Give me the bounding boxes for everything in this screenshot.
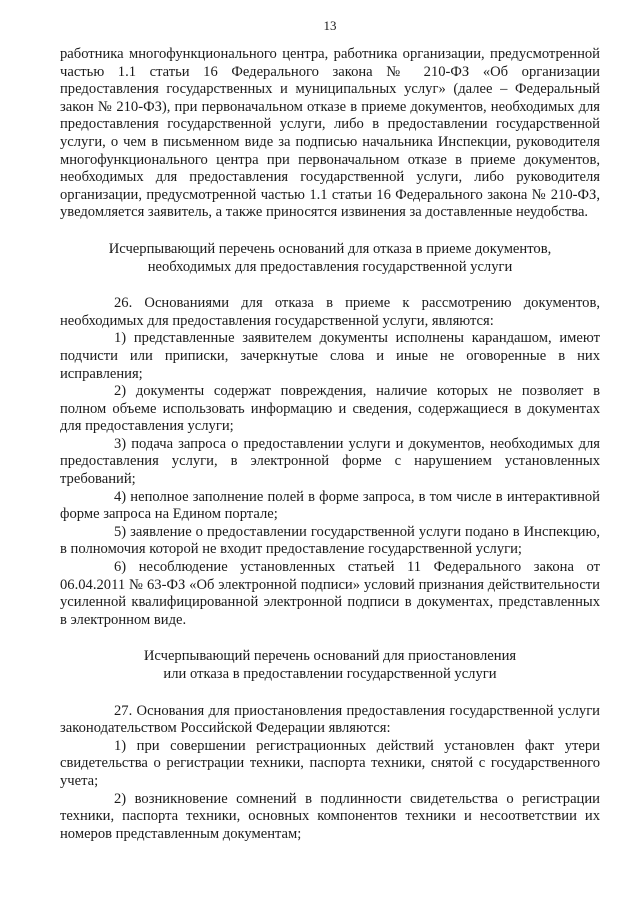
section-heading-line: Исчерпывающий перечень оснований для отказа в приеме документов, xyxy=(108,240,552,257)
clause-26-item-5: 5) заявление о предоставлении государственной услуги подано в Инспекцию, в полномочия которой не входит предоставление государственной услуги; xyxy=(60,523,600,558)
section-heading-suspension-refusal xyxy=(60,648,600,683)
intro-paragraph: работника многофункционального центра, работника организации, предусмотренной частью 1.1 статьи 16 Федерального закона № 210-ФЗ «Об организации предоставления государственных и муниципальных услуг» (далее – Федеральный закон № 210-ФЗ), при первоначальном отказе в приеме документов, необходимых для предоставления государственной услуги, либо в предоставлении государственной услуги, о чем в письменном виде за подписью начальника Инспекции, руководителя многофункционального центра при первоначальном отказе в приеме документов, необходимых для предоставления государственной услуги, либо руководителя организации, предусмотренной частью 1.1 статьи 16 Федерального закона № 210-ФЗ, уведомляется заявитель, а также приносятся извинения за доставленные неудобства. xyxy=(60,46,600,221)
clause-27-lead: 27. Основания для приостановления предоставления государственной услуги законодательством Российской Федерации являются: xyxy=(60,702,600,737)
clause-26-item-4: 4) неполное заполнение полей в форме запроса, в том числе в интерактивной форме запроса на Едином портале; xyxy=(60,488,600,523)
section-heading-line: или отказа в предоставлении государственной услуги xyxy=(163,666,497,682)
section-heading-refusal-acceptance xyxy=(60,241,600,276)
clause-26-item-2: 2) документы содержат повреждения, наличие которых не позволяет в полном объеме использовать информацию и сведения, содержащиеся в документах для предоставления услуги; xyxy=(60,383,600,435)
document-page xyxy=(60,18,600,843)
clause-26-item-1: 1) представленные заявителем документы исполнены карандашом, имеют подчисти или приписки, зачеркнутые слова и иные не оговоренные в них исправления; xyxy=(60,330,600,382)
clause-27-item-1: 1) при совершении регистрационных действий установлен факт утери свидетельства о регистрации техники, паспорта техники, снятой с государственного учета; xyxy=(60,737,600,789)
section-heading-line: необходимых для предоставления государственной услуги xyxy=(147,258,513,275)
page-number: 13 xyxy=(323,18,337,33)
section-heading-line: Исчерпывающий перечень оснований для приостановления xyxy=(143,648,517,665)
clause-26-lead: 26. Основаниями для отказа в приеме к рассмотрению документов, необходимых для предоставления государственной услуги, являются: xyxy=(60,295,600,329)
clause-26-item-3: 3) подача запроса о предоставлении услуги и документов, необходимых для предоставления услуги, в электронной форме с нарушением установленных требований; xyxy=(60,435,600,488)
clause-27-item-2: 2) возникновение сомнений в подлинности свидетельства о регистрации техники, паспорта техники, основных компонентов техники и несоответствии их номеров представленным документам; xyxy=(60,790,600,842)
clause-26-item-6: 6) несоблюдение установленных статьей 11 Федерального закона от 06.04.2011 № 63-ФЗ «Об электронной подписи» условий признания действительности усиленной квалифицированной электронной подписи в документах, представленных в электронном виде. xyxy=(60,559,600,628)
